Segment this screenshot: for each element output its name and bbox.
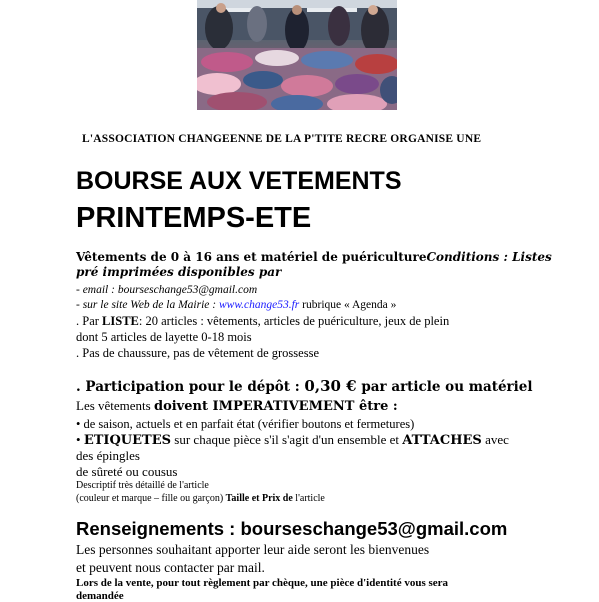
- vente-line-2: demandée: [76, 590, 124, 602]
- liste-keyword: LISTE: [102, 314, 139, 328]
- aide-line-1: Les personnes souhaitant apporter leur aide seront les bienvenues: [76, 542, 430, 557]
- couleur-suffix: l'article: [292, 493, 325, 504]
- participation-suffix: par article ou matériel: [356, 379, 533, 395]
- conditions-label: Conditions : Listes: [426, 250, 552, 264]
- vente-line-1: Lors de la vente, pour tout règlement par chèque, une pièce d'identité vous sera: [76, 577, 449, 589]
- aide-line-2: et peuvent nous contacter par mail.: [76, 560, 265, 575]
- organizer-line: L'ASSOCIATION CHANGEENNE DE LA P'TITE RECRE ORGANISE UNE: [82, 133, 482, 145]
- surete-line: de sûreté ou cousus: [76, 464, 178, 479]
- couleur-bold: Taille et Prix de: [225, 493, 293, 504]
- etiquettes-bullet: •: [76, 432, 84, 447]
- participation-prefix: . Participation pour le dépôt :: [76, 379, 305, 395]
- conditions-line-1: [76, 250, 552, 264]
- epingles-line: des épingles: [76, 448, 140, 463]
- liste-prefix: . Par: [76, 314, 103, 328]
- liste-line: [76, 314, 449, 329]
- chaussure-line: . Pas de chaussure, pas de vêtement de grossesse: [76, 346, 319, 360]
- website-link[interactable]: www.change53.fr: [218, 299, 300, 311]
- saison-line: • de saison, actuels et en parfait état (vérifier boutons et fermetures): [76, 417, 415, 431]
- liste-line-2: dont 5 articles de layette 0-18 mois: [76, 330, 252, 344]
- age-range-text: Vêtements de 0 à 16 ans et matériel de puériculture: [76, 250, 427, 264]
- couleur-prefix: (couleur et marque – fille ou garçon): [76, 493, 226, 504]
- vetements-bold: doivent IMPERATIVEMENT être :: [153, 399, 398, 414]
- participation-line: [76, 377, 533, 395]
- renseignements-heading: Renseignements : bourseschange53@gmail.com: [76, 518, 508, 539]
- vetements-line: [76, 398, 398, 414]
- participation-price: 0,30 €: [304, 377, 357, 395]
- descriptif-line: Descriptif très détaillé de l'article: [76, 480, 209, 491]
- website-suffix: rubrique « Agenda »: [299, 299, 397, 311]
- couleur-line: [76, 493, 325, 504]
- etiquettes-word1: ETIQUETES: [83, 433, 172, 448]
- liste-rest: : 20 articles : vêtements, articles de puériculture, jeux de plein: [138, 314, 450, 328]
- title-line-1: BOURSE AUX VETEMENTS: [76, 167, 402, 195]
- etiquettes-word2: ATTACHES: [402, 433, 482, 448]
- clothes-sale-photo: [197, 0, 397, 110]
- etiquettes-middle: sur chaque pièce s'il s'agit d'un ensemble et: [171, 432, 403, 447]
- website-line: [76, 299, 396, 311]
- email-line: - email : bourseschange53@gmail.com: [76, 284, 258, 296]
- conditions-line-2: pré imprimées disponibles par: [76, 265, 282, 279]
- website-prefix: - sur le site Web de la Mairie :: [76, 299, 219, 311]
- vetements-prefix: Les vêtements: [76, 398, 154, 413]
- etiquettes-line: [76, 432, 509, 448]
- etiquettes-end: avec: [481, 432, 509, 447]
- title-line-2: PRINTEMPS-ETE: [76, 202, 312, 234]
